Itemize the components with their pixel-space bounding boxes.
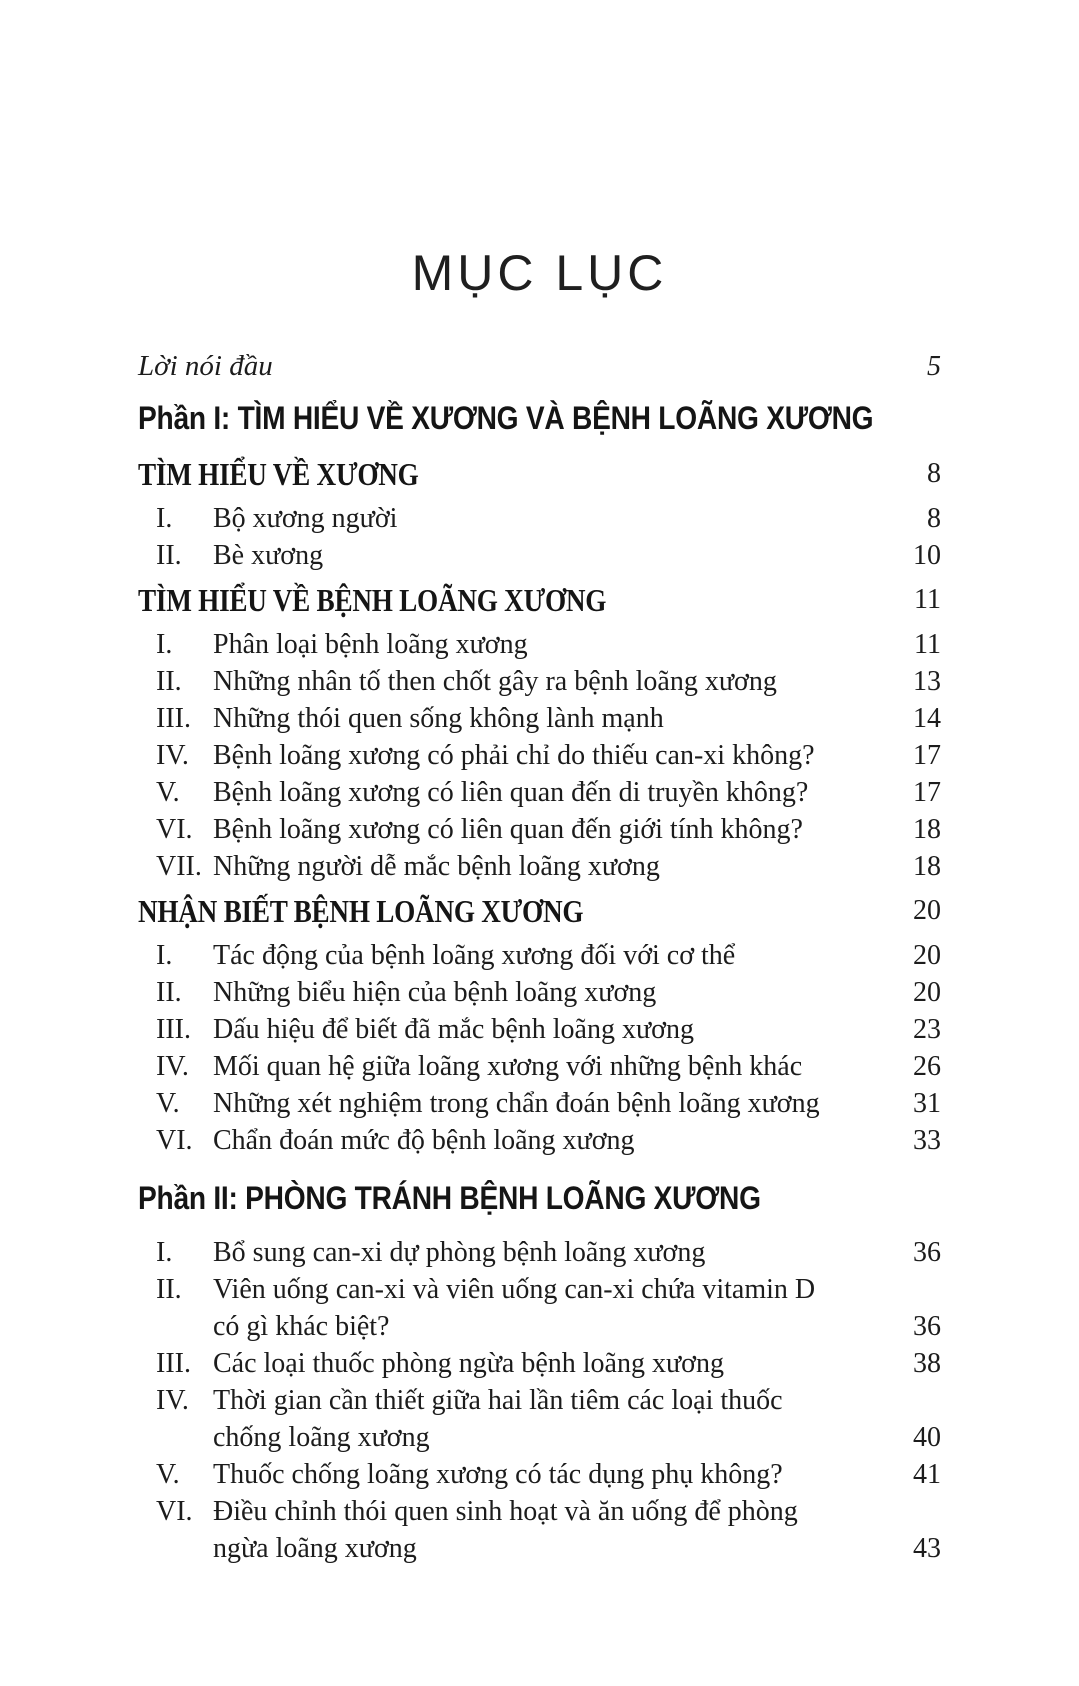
toc-entry — [138, 1456, 941, 1493]
entry-numeral: V. — [156, 1459, 180, 1490]
toc-entry — [138, 974, 941, 1011]
entry-page-number: 20 — [913, 895, 941, 926]
entry-title: Bộ xương người — [213, 503, 398, 534]
entry-title: Bệnh loãng xương có liên quan đến di truyền không? — [213, 777, 809, 808]
entry-page-number: 43 — [913, 1533, 941, 1564]
entry-numeral: VI. — [156, 814, 193, 845]
entry-title: Bệnh loãng xương có phải chỉ do thiếu can-xi không? — [213, 740, 815, 771]
entry-page-number: 26 — [913, 1051, 941, 1082]
toc-entry — [138, 1011, 941, 1048]
toc-entry — [138, 848, 941, 885]
entry-numeral: III. — [156, 703, 191, 734]
entry-numeral: V. — [156, 777, 180, 808]
entry-title: Những biểu hiện của bệnh loãng xương — [213, 977, 657, 1008]
entry-numeral: IV. — [156, 740, 189, 771]
entry-title — [213, 1271, 815, 1345]
entry-numeral: I. — [156, 503, 173, 534]
entry-numeral: II. — [156, 540, 182, 571]
toc-entry — [138, 1085, 941, 1122]
toc-entry — [138, 937, 941, 974]
part-heading-label: Phần II: PHÒNG TRÁNH BỆNH LOÃNG XƯƠNG — [138, 1180, 761, 1216]
entry-title — [213, 1382, 783, 1456]
entry-title: Những người dễ mắc bệnh loãng xương — [213, 851, 660, 882]
entry-title: Thuốc chống loãng xương có tác dụng phụ không? — [213, 1459, 783, 1490]
entry-page-number: 17 — [913, 777, 941, 808]
page-title: MỤC LỤC — [411, 245, 668, 301]
entry-numeral: II. — [156, 1274, 182, 1305]
toc-entry — [138, 663, 941, 700]
entry-page-number: 5 — [927, 351, 941, 382]
entry-title-line2: có gì khác biệt? — [213, 1311, 390, 1342]
toc-entry — [138, 1345, 941, 1382]
entry-title: Các loại thuốc phòng ngừa bệnh loãng xương — [213, 1348, 724, 1379]
toc-entry — [138, 1122, 941, 1159]
toc-entry-preface — [138, 348, 941, 385]
entry-page-number: 40 — [913, 1422, 941, 1453]
entry-title: Chẩn đoán mức độ bệnh loãng xương — [213, 1125, 635, 1156]
toc-entry — [138, 811, 941, 848]
entry-page-number: 41 — [913, 1459, 941, 1490]
table-of-contents — [0, 348, 1079, 1567]
toc-entry — [138, 1048, 941, 1085]
entry-page-number: 36 — [913, 1237, 941, 1268]
entry-numeral: I. — [156, 940, 173, 971]
toc-entry — [138, 1382, 941, 1456]
entry-page-number: 8 — [927, 458, 941, 489]
entry-title: Bổ sung can-xi dự phòng bệnh loãng xương — [213, 1237, 706, 1268]
entry-numeral: VI. — [156, 1496, 193, 1527]
toc-entry — [138, 626, 941, 663]
entry-numeral: III. — [156, 1348, 191, 1379]
entry-numeral: III. — [156, 1014, 191, 1045]
section-heading — [138, 891, 941, 931]
toc-entry — [138, 500, 941, 537]
part-heading — [138, 396, 941, 440]
toc-entry — [138, 700, 941, 737]
toc-entry — [138, 1234, 941, 1271]
section-heading-label: NHẬN BIẾT BỆNH LOÃNG XƯƠNG — [138, 893, 584, 929]
entry-title-line2: chống loãng xương — [213, 1422, 430, 1453]
entry-title: Phân loại bệnh loãng xương — [213, 629, 528, 660]
entry-page-number: 31 — [913, 1088, 941, 1119]
entry-title: Bè xương — [213, 540, 324, 571]
entry-title — [213, 1493, 798, 1567]
entry-page-number: 38 — [913, 1348, 941, 1379]
entry-numeral: IV. — [156, 1385, 189, 1416]
entry-title-line1: Thời gian cần thiết giữa hai lần tiêm các loại thuốc — [213, 1385, 783, 1416]
entry-title: Tác động của bệnh loãng xương đối với cơ thể — [213, 940, 736, 971]
section-heading — [138, 580, 941, 620]
entry-page-number: 18 — [913, 851, 941, 882]
entry-numeral: VII. — [156, 851, 202, 882]
entry-numeral: I. — [156, 629, 173, 660]
entry-numeral: V. — [156, 1088, 180, 1119]
entry-page-number: 14 — [913, 703, 941, 734]
entry-title: Những thói quen sống không lành mạnh — [213, 703, 664, 734]
entry-page-number: 11 — [914, 629, 941, 660]
part-heading-label: Phần I: TÌM HIỂU VỀ XƯƠNG VÀ BỆNH LOÃNG XƯƠNG — [138, 400, 874, 436]
entry-page-number: 20 — [913, 940, 941, 971]
entry-title: Bệnh loãng xương có liên quan đến giới tính không? — [213, 814, 803, 845]
entry-title: Lời nói đầu — [138, 350, 273, 382]
entry-page-number: 10 — [913, 540, 941, 571]
section-heading-label: TÌM HIỂU VỀ XƯƠNG — [138, 456, 419, 492]
toc-entry — [138, 1493, 941, 1567]
toc-entry — [138, 1271, 941, 1345]
entry-numeral: IV. — [156, 1051, 189, 1082]
entry-title-line1: Viên uống can-xi và viên uống can-xi chứa vitamin D — [213, 1274, 816, 1305]
entry-title: Dấu hiệu để biết đã mắc bệnh loãng xương — [213, 1014, 694, 1045]
entry-numeral: II. — [156, 666, 182, 697]
entry-title: Mối quan hệ giữa loãng xương với những bệnh khác — [213, 1051, 803, 1082]
toc-entry — [138, 774, 941, 811]
entry-page-number: 33 — [913, 1125, 941, 1156]
entry-numeral: I. — [156, 1237, 173, 1268]
entry-page-number: 18 — [913, 814, 941, 845]
entry-numeral: VI. — [156, 1125, 193, 1156]
entry-title: Những xét nghiệm trong chẩn đoán bệnh loãng xương — [213, 1088, 820, 1119]
section-heading — [138, 454, 941, 494]
entry-title-line1: Điều chỉnh thói quen sinh hoạt và ăn uống để phòng — [213, 1496, 798, 1527]
entry-title-line2: ngừa loãng xương — [213, 1533, 417, 1564]
entry-page-number: 36 — [913, 1311, 941, 1342]
entry-page-number: 17 — [913, 740, 941, 771]
entry-title: Những nhân tố then chốt gây ra bệnh loãng xương — [213, 666, 777, 697]
entry-page-number: 13 — [913, 666, 941, 697]
entry-page-number: 11 — [914, 584, 941, 615]
toc-entry — [138, 537, 941, 574]
entry-page-number: 23 — [913, 1014, 941, 1045]
toc-entry — [138, 737, 941, 774]
section-heading-label: TÌM HIỂU VỀ BỆNH LOÃNG XƯƠNG — [138, 582, 607, 618]
entry-page-number: 8 — [927, 503, 941, 534]
entry-page-number: 20 — [913, 977, 941, 1008]
part-heading — [138, 1176, 941, 1220]
entry-numeral: II. — [156, 977, 182, 1008]
